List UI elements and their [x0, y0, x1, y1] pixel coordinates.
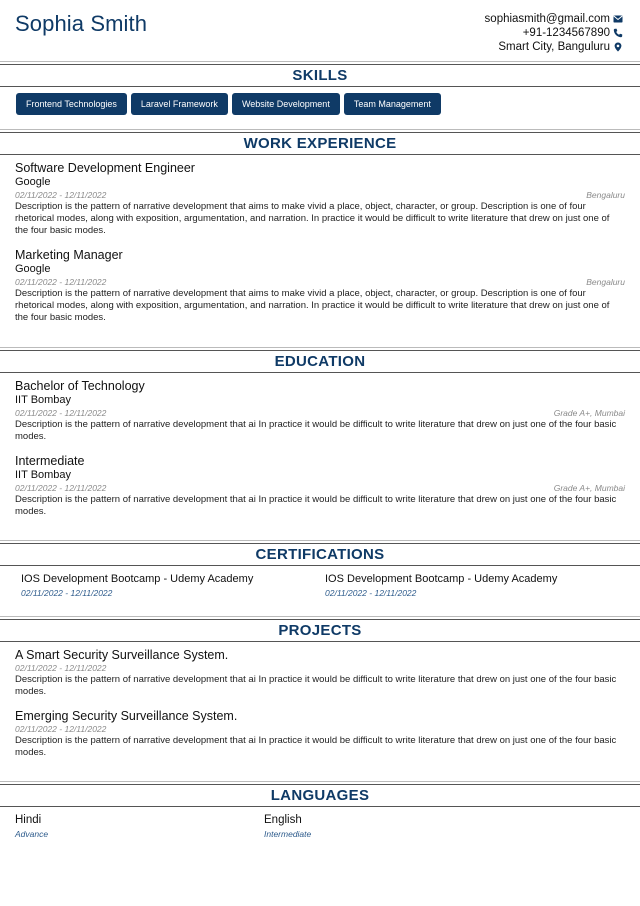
contact-email[interactable]: sophiasmith@gmail.com: [484, 13, 610, 25]
project-title: Emerging Security Surveillance System.: [15, 709, 238, 723]
entry-dates: 02/11/2022 - 12/11/2022: [15, 190, 107, 200]
entry-meta: [15, 407, 625, 419]
entry-grade-location: Grade A+, Mumbai: [553, 408, 625, 418]
job-title: Marketing Manager: [15, 248, 123, 262]
skill-badge: Website Development: [232, 93, 340, 115]
entry-meta: [15, 276, 625, 288]
work-entry: [15, 248, 625, 324]
work-entry: [15, 161, 625, 237]
certification-title: IOS Development Bootcamp - Udemy Academy: [325, 573, 558, 585]
certification-item: [21, 572, 311, 599]
skill-badge: Team Management: [344, 93, 441, 115]
envelope-icon: [613, 14, 623, 24]
education-entry: [15, 454, 625, 518]
entry-description: Description is the pattern of narrative development that aims to make vivid a place, object, character, or group. Description is one of four rhetorical modes, along with exposition, argumentation, and narration. In practice it would be difficult to write literature that drew on just one of the four basic modes.: [15, 201, 610, 236]
job-title: Software Development Engineer: [15, 161, 195, 175]
project-dates: 02/11/2022 - 12/11/2022: [15, 663, 107, 673]
phone-icon: [613, 28, 623, 38]
certification-dates: 02/11/2022 - 12/11/2022: [325, 588, 417, 598]
contact-location: Smart City, Banguluru: [498, 41, 610, 53]
resume-header: [0, 0, 640, 62]
language-name: English: [264, 814, 302, 826]
contact-info: [485, 12, 623, 54]
skills-list: [16, 93, 441, 115]
entry-meta: [15, 482, 625, 494]
map-pin-icon: [613, 42, 623, 52]
entry-grade-location: Grade A+, Mumbai: [553, 483, 625, 493]
certification-item: [325, 572, 615, 599]
language-level: Intermediate: [264, 829, 312, 839]
section-title-projects: PROJECTS: [0, 619, 640, 642]
project-description: Description is the pattern of narrative development that ai In practice it would be difficult to write literature that drew on just one of the four basic modes.: [15, 735, 617, 758]
contact-email-row: [485, 12, 623, 26]
project-entry: [15, 709, 625, 759]
section-title-languages: LANGUAGES: [0, 784, 640, 807]
entry-description: Description is the pattern of narrative development that aims to make vivid a place, object, character, or group. Description is one of four rhetorical modes, along with exposition, argumentation, and narration. In practice it would be difficult to write literature that drew on just one of the four basic modes.: [15, 288, 610, 323]
contact-location-row: [485, 40, 623, 54]
entry-description: Description is the pattern of narrative development that ai In practice it would be difficult to write literature that drew on just one of the four basic modes.: [15, 419, 617, 442]
skill-badge: Laravel Framework: [131, 93, 228, 115]
company-name: Google: [15, 263, 51, 275]
section-title-work-experience: WORK EXPERIENCE: [0, 132, 640, 155]
project-description: Description is the pattern of narrative development that ai In practice it would be difficult to write literature that drew on just one of the four basic modes.: [15, 674, 617, 697]
certification-dates: 02/11/2022 - 12/11/2022: [21, 588, 113, 598]
language-item: [264, 813, 504, 840]
skill-badge: Frontend Technologies: [16, 93, 127, 115]
institution-name: IIT Bombay: [15, 469, 72, 481]
language-name: Hindi: [15, 814, 42, 826]
degree-title: Intermediate: [15, 454, 85, 468]
project-dates: 02/11/2022 - 12/11/2022: [15, 724, 107, 734]
company-name: Google: [15, 176, 51, 188]
entry-location: Bengaluru: [586, 190, 625, 200]
entry-dates: 02/11/2022 - 12/11/2022: [15, 483, 107, 493]
section-title-education: EDUCATION: [0, 350, 640, 373]
project-entry: [15, 648, 625, 698]
institution-name: IIT Bombay: [15, 394, 72, 406]
contact-phone-row: [485, 26, 623, 40]
language-item: [15, 813, 255, 840]
section-title-certifications: CERTIFICATIONS: [0, 543, 640, 566]
entry-location: Bengaluru: [586, 277, 625, 287]
contact-phone[interactable]: +91-1234567890: [522, 27, 610, 39]
entry-dates: 02/11/2022 - 12/11/2022: [15, 408, 107, 418]
language-level: Advance: [15, 829, 49, 839]
entry-description: Description is the pattern of narrative development that ai In practice it would be difficult to write literature that drew on just one of the four basic modes.: [15, 494, 617, 517]
entry-dates: 02/11/2022 - 12/11/2022: [15, 277, 107, 287]
degree-title: Bachelor of Technology: [15, 379, 145, 393]
candidate-name: Sophia Smith: [15, 11, 148, 36]
section-title-skills: SKILLS: [0, 64, 640, 87]
entry-meta: [15, 189, 625, 201]
certification-title: IOS Development Bootcamp - Udemy Academy: [21, 573, 254, 585]
education-entry: [15, 379, 625, 443]
project-title: A Smart Security Surveillance System.: [15, 648, 229, 662]
